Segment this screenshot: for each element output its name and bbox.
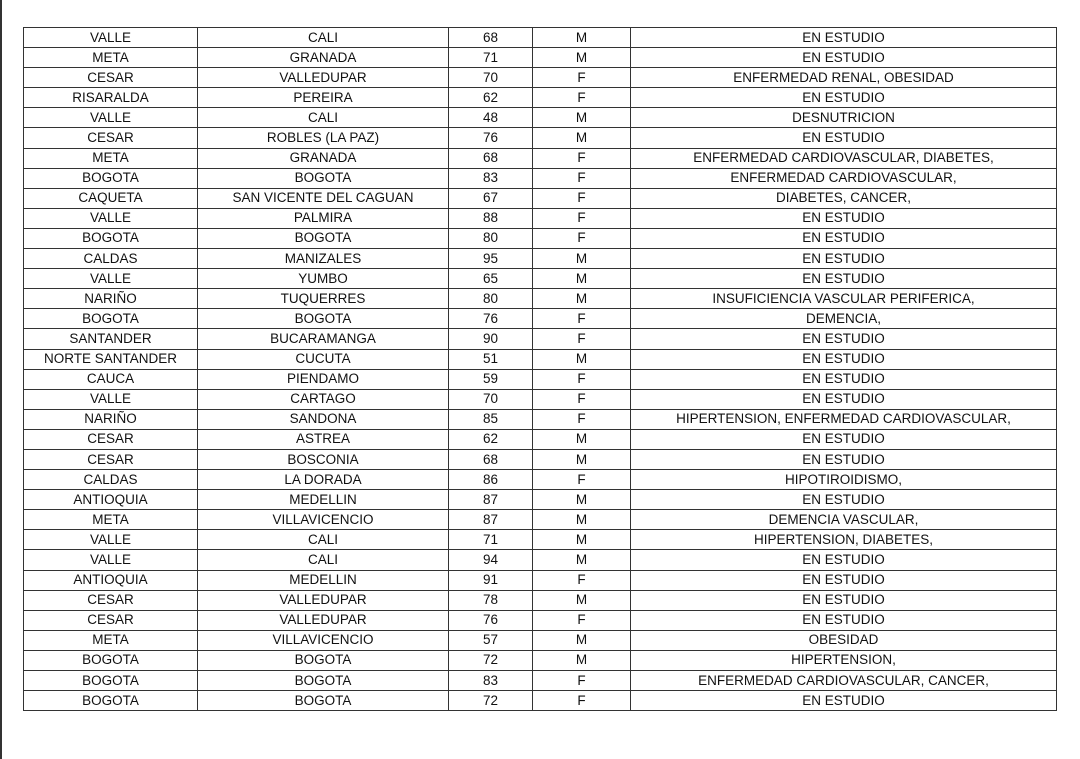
department-cell: RISARALDA [24,88,198,108]
sex-cell: F [533,570,631,590]
municipality-cell: MEDELLIN [198,490,449,510]
age-cell: 86 [449,470,533,490]
department-cell: CAQUETA [24,188,198,208]
sex-cell: M [533,490,631,510]
condition-cell: DEMENCIA VASCULAR, [631,510,1057,530]
condition-cell: DIABETES, CANCER, [631,188,1057,208]
table-row [24,510,1057,530]
condition-cell: EN ESTUDIO [631,691,1057,711]
department-cell: BOGOTA [24,650,198,670]
age-cell: 65 [449,269,533,289]
condition-cell: ENFERMEDAD CARDIOVASCULAR, [631,168,1057,188]
municipality-cell: VALLEDUPAR [198,590,449,610]
sex-cell: F [533,329,631,349]
condition-cell: DEMENCIA, [631,309,1057,329]
table-row [24,128,1057,148]
table-row [24,630,1057,650]
sex-cell: M [533,349,631,369]
municipality-cell: VALLEDUPAR [198,68,449,88]
sex-cell: F [533,148,631,168]
municipality-cell: VALLEDUPAR [198,610,449,630]
age-cell: 83 [449,671,533,691]
sex-cell: F [533,168,631,188]
age-cell: 88 [449,208,533,228]
municipality-cell: PALMIRA [198,208,449,228]
age-cell: 68 [449,28,533,48]
department-cell: NORTE SANTANDER [24,349,198,369]
department-cell: NARIÑO [24,289,198,309]
department-cell: CESAR [24,590,198,610]
table-row [24,309,1057,329]
department-cell: VALLE [24,108,198,128]
age-cell: 72 [449,691,533,711]
condition-cell: HIPOTIROIDISMO, [631,470,1057,490]
sex-cell: M [533,530,631,550]
age-cell: 78 [449,590,533,610]
table-row [24,409,1057,429]
age-cell: 85 [449,409,533,429]
sex-cell: F [533,671,631,691]
department-cell: VALLE [24,550,198,570]
sex-cell: M [533,630,631,650]
condition-cell: EN ESTUDIO [631,329,1057,349]
department-cell: VALLE [24,269,198,289]
table-row [24,429,1057,449]
condition-cell: EN ESTUDIO [631,449,1057,469]
municipality-cell: CUCUTA [198,349,449,369]
sex-cell: F [533,389,631,409]
condition-cell: HIPERTENSION, ENFERMEDAD CARDIOVASCULAR, [631,409,1057,429]
table-row [24,188,1057,208]
age-cell: 95 [449,249,533,269]
table-row [24,269,1057,289]
condition-cell: EN ESTUDIO [631,570,1057,590]
condition-cell: EN ESTUDIO [631,429,1057,449]
department-cell: CESAR [24,610,198,630]
municipality-cell: BOGOTA [198,309,449,329]
sex-cell: M [533,650,631,670]
municipality-cell: ASTREA [198,429,449,449]
age-cell: 70 [449,68,533,88]
table-row [24,650,1057,670]
municipality-cell: SANDONA [198,409,449,429]
municipality-cell: VILLAVICENCIO [198,630,449,650]
age-cell: 72 [449,650,533,670]
age-cell: 94 [449,550,533,570]
condition-cell: OBESIDAD [631,630,1057,650]
condition-cell: EN ESTUDIO [631,88,1057,108]
department-cell: VALLE [24,208,198,228]
sex-cell: F [533,691,631,711]
table-row [24,671,1057,691]
municipality-cell: VILLAVICENCIO [198,510,449,530]
table-row [24,349,1057,369]
table-row [24,369,1057,389]
age-cell: 80 [449,289,533,309]
age-cell: 48 [449,108,533,128]
condition-cell: EN ESTUDIO [631,228,1057,248]
municipality-cell: LA DORADA [198,470,449,490]
department-cell: META [24,510,198,530]
age-cell: 83 [449,168,533,188]
municipality-cell: YUMBO [198,269,449,289]
table-body [24,28,1057,711]
department-cell: CALDAS [24,249,198,269]
age-cell: 71 [449,530,533,550]
cases-table [23,27,1057,711]
age-cell: 70 [449,389,533,409]
table-row [24,48,1057,68]
sex-cell: M [533,128,631,148]
municipality-cell: MEDELLIN [198,570,449,590]
department-cell: NARIÑO [24,409,198,429]
table-row [24,530,1057,550]
sex-cell: M [533,48,631,68]
department-cell: META [24,148,198,168]
municipality-cell: CALI [198,530,449,550]
age-cell: 87 [449,490,533,510]
age-cell: 87 [449,510,533,530]
sex-cell: M [533,429,631,449]
department-cell: SANTANDER [24,329,198,349]
age-cell: 67 [449,188,533,208]
municipality-cell: BOSCONIA [198,449,449,469]
sex-cell: F [533,228,631,248]
condition-cell: ENFERMEDAD RENAL, OBESIDAD [631,68,1057,88]
condition-cell: DESNUTRICION [631,108,1057,128]
table-row [24,28,1057,48]
department-cell: VALLE [24,28,198,48]
department-cell: CALDAS [24,470,198,490]
table-row [24,449,1057,469]
table-row [24,570,1057,590]
table-row [24,68,1057,88]
condition-cell: EN ESTUDIO [631,28,1057,48]
table-row [24,289,1057,309]
municipality-cell: BOGOTA [198,671,449,691]
municipality-cell: BUCARAMANGA [198,329,449,349]
table-row [24,470,1057,490]
municipality-cell: PEREIRA [198,88,449,108]
sex-cell: F [533,470,631,490]
condition-cell: EN ESTUDIO [631,128,1057,148]
sex-cell: F [533,309,631,329]
municipality-cell: GRANADA [198,48,449,68]
age-cell: 76 [449,309,533,329]
condition-cell: EN ESTUDIO [631,208,1057,228]
sex-cell: F [533,68,631,88]
department-cell: BOGOTA [24,691,198,711]
condition-cell: EN ESTUDIO [631,389,1057,409]
condition-cell: INSUFICIENCIA VASCULAR PERIFERICA, [631,289,1057,309]
condition-cell: EN ESTUDIO [631,550,1057,570]
sex-cell: F [533,610,631,630]
age-cell: 62 [449,429,533,449]
table-row [24,691,1057,711]
age-cell: 71 [449,48,533,68]
condition-cell: EN ESTUDIO [631,249,1057,269]
department-cell: ANTIOQUIA [24,570,198,590]
page-edge [0,0,2,759]
age-cell: 76 [449,610,533,630]
department-cell: VALLE [24,530,198,550]
sex-cell: M [533,289,631,309]
sex-cell: M [533,590,631,610]
condition-cell: ENFERMEDAD CARDIOVASCULAR, CANCER, [631,671,1057,691]
age-cell: 90 [449,329,533,349]
municipality-cell: SAN VICENTE DEL CAGUAN [198,188,449,208]
sex-cell: F [533,88,631,108]
table-row [24,108,1057,128]
department-cell: CAUCA [24,369,198,389]
table-row [24,208,1057,228]
condition-cell: HIPERTENSION, [631,650,1057,670]
table-row [24,590,1057,610]
age-cell: 51 [449,349,533,369]
sex-cell: M [533,550,631,570]
sex-cell: M [533,510,631,530]
department-cell: META [24,630,198,650]
municipality-cell: BOGOTA [198,228,449,248]
municipality-cell: CALI [198,550,449,570]
department-cell: BOGOTA [24,309,198,329]
table-row [24,490,1057,510]
age-cell: 68 [449,148,533,168]
age-cell: 76 [449,128,533,148]
table-row [24,148,1057,168]
department-cell: CESAR [24,128,198,148]
condition-cell: EN ESTUDIO [631,369,1057,389]
department-cell: CESAR [24,449,198,469]
department-cell: CESAR [24,68,198,88]
municipality-cell: TUQUERRES [198,289,449,309]
municipality-cell: BOGOTA [198,691,449,711]
condition-cell: EN ESTUDIO [631,590,1057,610]
condition-cell: HIPERTENSION, DIABETES, [631,530,1057,550]
age-cell: 62 [449,88,533,108]
table-row [24,329,1057,349]
table-row [24,168,1057,188]
condition-cell: EN ESTUDIO [631,349,1057,369]
department-cell: VALLE [24,389,198,409]
sex-cell: F [533,208,631,228]
municipality-cell: PIENDAMO [198,369,449,389]
sex-cell: M [533,249,631,269]
sex-cell: M [533,449,631,469]
department-cell: ANTIOQUIA [24,490,198,510]
condition-cell: EN ESTUDIO [631,610,1057,630]
table-row [24,249,1057,269]
age-cell: 59 [449,369,533,389]
municipality-cell: GRANADA [198,148,449,168]
age-cell: 68 [449,449,533,469]
sex-cell: F [533,188,631,208]
department-cell: BOGOTA [24,228,198,248]
condition-cell: EN ESTUDIO [631,490,1057,510]
department-cell: BOGOTA [24,168,198,188]
municipality-cell: ROBLES (LA PAZ) [198,128,449,148]
municipality-cell: BOGOTA [198,168,449,188]
table-row [24,389,1057,409]
municipality-cell: CALI [198,28,449,48]
municipality-cell: MANIZALES [198,249,449,269]
sex-cell: M [533,108,631,128]
department-cell: BOGOTA [24,671,198,691]
department-cell: CESAR [24,429,198,449]
age-cell: 57 [449,630,533,650]
table-row [24,610,1057,630]
municipality-cell: BOGOTA [198,650,449,670]
sex-cell: F [533,409,631,429]
age-cell: 91 [449,570,533,590]
age-cell: 80 [449,228,533,248]
condition-cell: ENFERMEDAD CARDIOVASCULAR, DIABETES, [631,148,1057,168]
department-cell: META [24,48,198,68]
sex-cell: F [533,369,631,389]
sex-cell: M [533,28,631,48]
municipality-cell: CALI [198,108,449,128]
table-row [24,550,1057,570]
table-row [24,88,1057,108]
municipality-cell: CARTAGO [198,389,449,409]
condition-cell: EN ESTUDIO [631,269,1057,289]
sex-cell: M [533,269,631,289]
table-row [24,228,1057,248]
condition-cell: EN ESTUDIO [631,48,1057,68]
